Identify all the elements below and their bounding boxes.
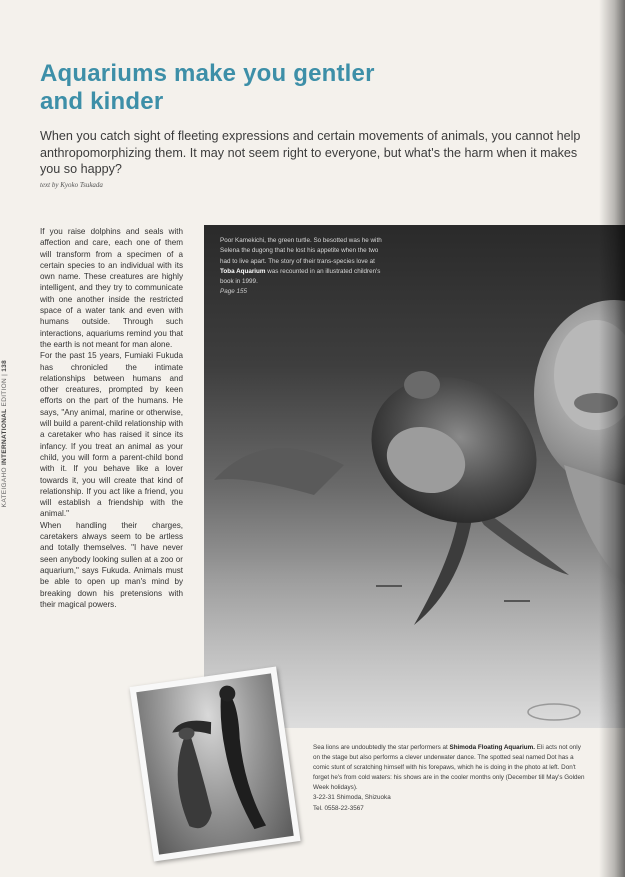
side-folio: KATEIGAHO INTERNATIONAL EDITION | 138 [1,360,8,508]
caption-page-ref: Page 155 [220,288,247,296]
caption-text: was recounted in an illustrated children's book in 1999. [220,267,381,286]
body-paragraph: If you raise dolphins and seals with affection and care, each one of them will transform from a specimen of a certain species to an individual with its own name. These creatures are highly intelligent, and they try to communicate with one another inside the restricted space of a water tank and even with humans outside. Through such interactions, aquariums remind you that the earth is not meant for man alone. [40,227,183,349]
diver-seal-photo [129,667,300,862]
caption-text: Poor Kamekichi, the green turtle. So besotted was he with Selena the dugong that he lost his appetite when the two had to live apart. The story of their trans-species love at [220,237,382,265]
turtle-caption [220,236,390,298]
seal-shape [171,734,213,831]
folio-edition: EDITION [1,377,8,407]
body-paragraph: When handling their charges, caretakers always seem to be artless and totally themselves. "I have never seen anybody looking sullen at a zoo or aquarium," says Fukuda. Animals must be able to open up man's mind by breaking down his pretensions with their magical powers. [40,520,183,609]
caption-place: Shimoda Floating Aquarium. [449,744,535,751]
byline: text by Kyoko Tsukada [40,181,103,189]
article-body [40,226,183,610]
folio-edition-bold: INTERNATIONAL [1,408,8,466]
turtle-dugong-photo [204,225,625,728]
diver-shape [216,687,266,832]
body-paragraph: For the past 15 years, Fumiaki Fukuda has chronicled the intimate relationships between humans and other creatures, prompted by keen efforts on the part of the humans. He says, "Any animal, marine or otherwise, will build a parent-child relationship with a caretaker who has raised it since its infancy. If you treat an animal as your child, you will form a parent-child bond with it. If you behave like a lover towards it, you will create that kind of relationship. If you act like a friend, you will establish a friendship with the animal." [40,351,183,519]
page-gutter-shadow [599,0,625,877]
turtle-head [404,371,440,399]
caption-address: 3-22-31 Shimoda, Shizuoka [313,794,391,802]
article-title: Aquariums make you gentler and kinder [40,60,375,115]
diver-seal-image [136,673,294,854]
caption-text: Sea lions are undoubtedly the star performers at [313,744,450,751]
caption-phone: Tel. 0558-22-3567 [313,804,364,812]
caption-text: Eli acts not only on the stage but also performs a clever underwater dance. The spotted seal named Dot has a comic stunt of scratching himself with his forepaws, which he is doing in the photo at left. Don't forget he's from cold waters: his shows are in the cooler months only (December till May's Golden Week holidays). [313,744,585,792]
caption-place: Toba Aquarium [220,267,266,275]
turtle-left-flipper [214,448,344,495]
folio-page-number: 138 [1,360,8,372]
article-deck: When you catch sight of fleeting expressions and certain movements of animals, you cannot help anthropomorphizing them. It may not seem right to everyone, but what's the harm when it makes you so happy? [40,129,581,176]
sealion-caption [313,743,588,814]
turtle-illustration [204,225,625,728]
diver-seal-illustration [136,673,294,854]
folio-magazine: KATEIGAHO [1,467,8,508]
